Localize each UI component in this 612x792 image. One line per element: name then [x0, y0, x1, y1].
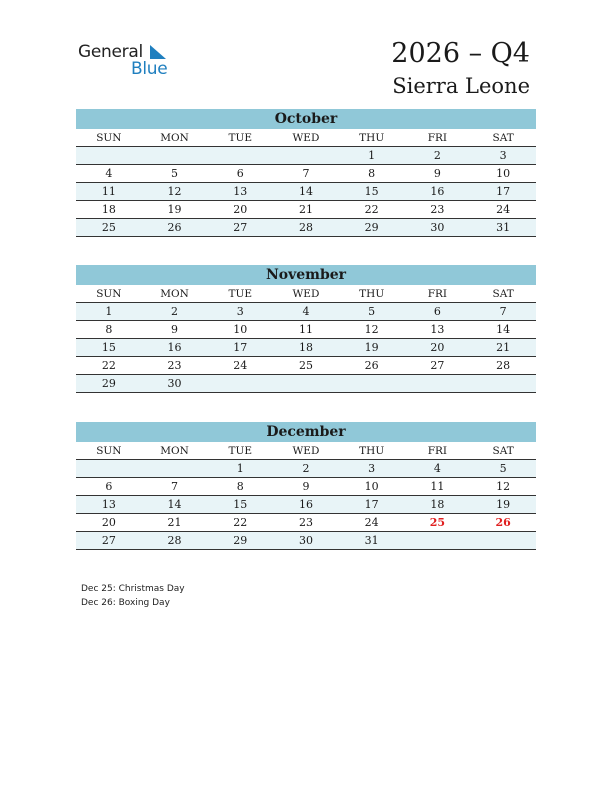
empty-day-cell	[76, 147, 142, 165]
day-cell: 30	[142, 375, 208, 393]
weekday-label: TUE	[207, 442, 273, 460]
calendar-grid	[76, 442, 536, 550]
week-row	[76, 147, 536, 165]
day-cell: 21	[470, 339, 536, 357]
day-cell: 13	[76, 496, 142, 514]
day-cell: 8	[339, 165, 405, 183]
month-calendar-december	[76, 422, 536, 550]
weekday-label: SAT	[470, 129, 536, 147]
page-subtitle: Sierra Leone	[392, 74, 530, 98]
day-cell: 26	[339, 357, 405, 375]
day-cell: 12	[339, 321, 405, 339]
day-cell: 7	[470, 303, 536, 321]
day-cell: 3	[470, 147, 536, 165]
day-cell: 29	[207, 532, 273, 550]
empty-day-cell	[76, 460, 142, 478]
day-cell: 19	[142, 201, 208, 219]
holiday-item: Dec 25: Christmas Day	[81, 584, 185, 594]
day-cell: 25	[273, 357, 339, 375]
weekday-label: WED	[273, 129, 339, 147]
holiday-list	[81, 582, 185, 610]
week-row	[76, 357, 536, 375]
day-cell: 24	[207, 357, 273, 375]
day-cell: 14	[142, 496, 208, 514]
day-cell: 22	[339, 201, 405, 219]
empty-day-cell	[273, 375, 339, 393]
day-cell: 25	[405, 514, 471, 532]
day-cell: 7	[273, 165, 339, 183]
weekday-label: MON	[142, 442, 208, 460]
weekday-label: SUN	[76, 285, 142, 303]
month-calendar-october	[76, 109, 536, 237]
weekday-label: MON	[142, 129, 208, 147]
day-cell: 21	[273, 201, 339, 219]
day-cell: 2	[273, 460, 339, 478]
day-cell: 13	[207, 183, 273, 201]
weeks	[76, 303, 536, 393]
day-cell: 28	[470, 357, 536, 375]
day-cell: 3	[339, 460, 405, 478]
day-cell: 11	[405, 478, 471, 496]
day-cell: 23	[405, 201, 471, 219]
day-cell: 20	[405, 339, 471, 357]
day-cell: 29	[339, 219, 405, 237]
week-row	[76, 532, 536, 550]
week-row	[76, 514, 536, 532]
day-cell: 10	[339, 478, 405, 496]
weekday-label: SUN	[76, 129, 142, 147]
weeks	[76, 460, 536, 550]
empty-day-cell	[339, 375, 405, 393]
day-cell: 9	[142, 321, 208, 339]
day-cell: 18	[405, 496, 471, 514]
day-cell: 22	[207, 514, 273, 532]
day-cell: 1	[339, 147, 405, 165]
day-cell: 1	[76, 303, 142, 321]
day-cell: 10	[470, 165, 536, 183]
day-cell: 1	[207, 460, 273, 478]
week-row	[76, 496, 536, 514]
day-cell: 10	[207, 321, 273, 339]
day-cell: 31	[339, 532, 405, 550]
day-cell: 22	[76, 357, 142, 375]
weekday-label: MON	[142, 285, 208, 303]
weekday-label: SAT	[470, 285, 536, 303]
logo-triangle-icon	[150, 45, 166, 59]
day-cell: 8	[207, 478, 273, 496]
weekday-label: FRI	[405, 285, 471, 303]
day-cell: 31	[470, 219, 536, 237]
weekday-row	[76, 285, 536, 303]
empty-day-cell	[470, 375, 536, 393]
logo-text-blue: Blue	[131, 59, 168, 79]
day-cell: 20	[207, 201, 273, 219]
empty-day-cell	[207, 375, 273, 393]
day-cell: 6	[405, 303, 471, 321]
day-cell: 23	[273, 514, 339, 532]
day-cell: 6	[76, 478, 142, 496]
day-cell: 2	[405, 147, 471, 165]
day-cell: 8	[76, 321, 142, 339]
week-row	[76, 321, 536, 339]
week-row	[76, 460, 536, 478]
week-row	[76, 478, 536, 496]
day-cell: 11	[76, 183, 142, 201]
empty-day-cell	[405, 375, 471, 393]
empty-day-cell	[207, 147, 273, 165]
day-cell: 4	[76, 165, 142, 183]
day-cell: 29	[76, 375, 142, 393]
day-cell: 16	[273, 496, 339, 514]
day-cell: 2	[142, 303, 208, 321]
day-cell: 14	[470, 321, 536, 339]
month-name: November	[76, 265, 536, 285]
empty-day-cell	[405, 532, 471, 550]
day-cell: 5	[470, 460, 536, 478]
day-cell: 28	[273, 219, 339, 237]
weekday-label: SUN	[76, 442, 142, 460]
weekday-row	[76, 129, 536, 147]
calendar-grid	[76, 285, 536, 393]
empty-day-cell	[142, 460, 208, 478]
weekday-label: WED	[273, 442, 339, 460]
weeks	[76, 147, 536, 237]
day-cell: 14	[273, 183, 339, 201]
week-row	[76, 183, 536, 201]
day-cell: 19	[339, 339, 405, 357]
day-cell: 27	[405, 357, 471, 375]
empty-day-cell	[470, 532, 536, 550]
day-cell: 24	[470, 201, 536, 219]
month-name: October	[76, 109, 536, 129]
day-cell: 9	[405, 165, 471, 183]
day-cell: 27	[76, 532, 142, 550]
weekday-label: TUE	[207, 129, 273, 147]
day-cell: 15	[207, 496, 273, 514]
day-cell: 16	[142, 339, 208, 357]
day-cell: 12	[142, 183, 208, 201]
weekday-label: THU	[339, 442, 405, 460]
day-cell: 26	[470, 514, 536, 532]
day-cell: 5	[339, 303, 405, 321]
page-title: 2026 – Q4	[391, 38, 530, 69]
calendar-grid	[76, 129, 536, 237]
day-cell: 9	[273, 478, 339, 496]
day-cell: 5	[142, 165, 208, 183]
day-cell: 30	[273, 532, 339, 550]
weekday-label: TUE	[207, 285, 273, 303]
day-cell: 17	[207, 339, 273, 357]
weekday-label: THU	[339, 285, 405, 303]
holiday-item: Dec 26: Boxing Day	[81, 598, 170, 608]
empty-day-cell	[142, 147, 208, 165]
weekday-label: FRI	[405, 129, 471, 147]
week-row	[76, 375, 536, 393]
day-cell: 18	[76, 201, 142, 219]
day-cell: 30	[405, 219, 471, 237]
day-cell: 3	[207, 303, 273, 321]
weekday-label: THU	[339, 129, 405, 147]
week-row	[76, 339, 536, 357]
weekday-label: WED	[273, 285, 339, 303]
week-row	[76, 201, 536, 219]
week-row	[76, 219, 536, 237]
day-cell: 24	[339, 514, 405, 532]
week-row	[76, 165, 536, 183]
weekday-row	[76, 442, 536, 460]
day-cell: 20	[76, 514, 142, 532]
day-cell: 25	[76, 219, 142, 237]
day-cell: 17	[339, 496, 405, 514]
day-cell: 7	[142, 478, 208, 496]
week-row	[76, 303, 536, 321]
logo-text-general: General	[78, 42, 143, 62]
weekday-label: FRI	[405, 442, 471, 460]
day-cell: 12	[470, 478, 536, 496]
day-cell: 28	[142, 532, 208, 550]
month-name: December	[76, 422, 536, 442]
day-cell: 11	[273, 321, 339, 339]
day-cell: 26	[142, 219, 208, 237]
day-cell: 4	[273, 303, 339, 321]
day-cell: 18	[273, 339, 339, 357]
day-cell: 13	[405, 321, 471, 339]
day-cell: 17	[470, 183, 536, 201]
day-cell: 27	[207, 219, 273, 237]
day-cell: 15	[339, 183, 405, 201]
weekday-label: SAT	[470, 442, 536, 460]
day-cell: 19	[470, 496, 536, 514]
brand-logo	[78, 42, 178, 78]
day-cell: 15	[76, 339, 142, 357]
day-cell: 16	[405, 183, 471, 201]
day-cell: 6	[207, 165, 273, 183]
day-cell: 23	[142, 357, 208, 375]
day-cell: 21	[142, 514, 208, 532]
day-cell: 4	[405, 460, 471, 478]
month-calendar-november	[76, 265, 536, 393]
empty-day-cell	[273, 147, 339, 165]
